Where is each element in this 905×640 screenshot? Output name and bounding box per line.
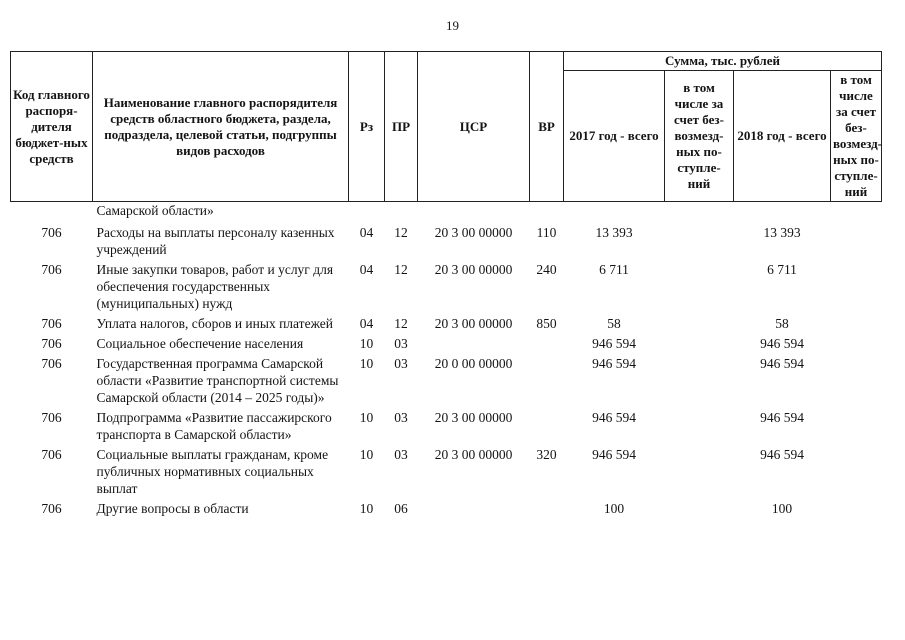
row-pr: 03	[394, 356, 408, 371]
row-sum-2018: 6 711	[767, 262, 797, 277]
table-row	[11, 314, 882, 334]
row-code: 706	[41, 501, 62, 516]
row-csr: 20 3 00 00000	[434, 447, 513, 462]
row-free-2017	[665, 223, 734, 260]
row-sum-2017: 100	[603, 501, 625, 516]
budget-table	[10, 51, 882, 519]
row-sum-2018: 946 594	[760, 356, 804, 371]
row-sum-2017: 58	[607, 316, 621, 331]
row-name: Социальные выплаты гражданам, кроме публичных нормативных социальных выплат	[96, 447, 329, 496]
row-name: Расходы на выплаты персоналу казенных учреждений	[96, 225, 335, 257]
row-free-2018	[831, 499, 882, 519]
header-pr: ПР	[385, 52, 418, 202]
row-vr: 850	[536, 316, 557, 331]
row-rz: 10	[359, 501, 374, 516]
row-pr: 03	[394, 410, 408, 425]
table-header	[11, 52, 882, 202]
row-rz: 10	[359, 447, 374, 462]
row-sum-2017: 13 393	[595, 225, 633, 240]
row-rz: 04	[359, 316, 374, 331]
row-sum-2017: 946 594	[592, 356, 636, 371]
row-pr: 12	[394, 262, 408, 277]
row-pr: 06	[394, 501, 408, 516]
continuation-row	[11, 202, 882, 224]
table-row	[11, 445, 882, 499]
header-code: Код главного распоря-дителя бюджет-ных средств	[11, 52, 93, 202]
row-sum-2018: 100	[771, 501, 793, 516]
header-vr: ВР	[530, 52, 564, 202]
row-free-2018	[831, 223, 882, 260]
header-2018-total: 2018 год - всего	[734, 71, 831, 202]
row-sum-2018: 946 594	[760, 336, 804, 351]
header-sum-group: Сумма, тыс. рублей	[564, 52, 882, 71]
row-free-2017	[665, 334, 734, 354]
row-code: 706	[41, 447, 62, 462]
row-free-2018	[831, 314, 882, 334]
row-vr: 110	[536, 225, 557, 240]
table-row	[11, 408, 882, 445]
row-sum-2017: 946 594	[592, 410, 636, 425]
header-name: Наименование главного распорядителя средств областного бюджета, раздела, подраздела, целевой статьи, подгруппы видов расходов	[93, 52, 349, 202]
table-row	[11, 334, 882, 354]
row-free-2018	[831, 408, 882, 445]
row-name: Государственная программа Самарской области «Развитие транспортной системы Самарской области (2014 – 2025 годы)»	[96, 356, 339, 405]
row-code: 706	[41, 356, 62, 371]
row-vr: 320	[536, 447, 557, 462]
row-csr: 20 3 00 00000	[434, 262, 513, 277]
row-vr	[530, 499, 564, 519]
row-code: 706	[41, 336, 62, 351]
row-sum-2018: 13 393	[763, 225, 801, 240]
row-name: Уплата налогов, сборов и иных платежей	[96, 316, 333, 331]
row-free-2017	[665, 408, 734, 445]
row-pr: 03	[394, 336, 408, 351]
table-row	[11, 354, 882, 408]
row-code: 706	[41, 262, 62, 277]
row-sum-2018: 946 594	[760, 410, 804, 425]
row-free-2018	[831, 260, 882, 314]
row-sum-2018: 58	[775, 316, 789, 331]
row-free-2018	[831, 354, 882, 408]
row-vr	[530, 408, 564, 445]
row-rz: 04	[359, 262, 374, 277]
row-code: 706	[41, 316, 62, 331]
row-csr: 20 3 00 00000	[434, 225, 513, 240]
row-pr: 12	[394, 225, 408, 240]
continuation-text: Самарской области»	[96, 203, 214, 218]
row-free-2018	[831, 334, 882, 354]
row-code: 706	[41, 225, 62, 240]
row-rz: 04	[359, 225, 374, 240]
row-pr: 12	[394, 316, 408, 331]
row-name: Социальное обеспечение населения	[96, 336, 304, 351]
row-free-2017	[665, 499, 734, 519]
row-free-2017	[665, 445, 734, 499]
row-free-2017	[665, 314, 734, 334]
header-rz: Рз	[349, 52, 385, 202]
row-free-2017	[665, 260, 734, 314]
row-sum-2018: 946 594	[760, 447, 804, 462]
row-name: Подпрограмма «Развитие пассажирского транспорта в Самарской области»	[96, 410, 332, 442]
row-sum-2017: 6 711	[599, 262, 629, 277]
row-vr	[530, 334, 564, 354]
row-sum-2017: 946 594	[592, 336, 636, 351]
row-free-2018	[831, 445, 882, 499]
row-free-2017	[665, 354, 734, 408]
row-name: Иные закупки товаров, работ и услуг для обеспечения государственных (муниципальных) нужд	[96, 262, 334, 311]
row-rz: 10	[359, 336, 374, 351]
header-2017-free: в том числе за счет без-возмезд-ных по-ступле-ний	[665, 71, 734, 202]
row-csr	[418, 334, 530, 354]
header-2017-total: 2017 год - всего	[564, 71, 665, 202]
row-code: 706	[41, 410, 62, 425]
row-vr: 240	[536, 262, 557, 277]
row-sum-2017: 946 594	[592, 447, 636, 462]
row-vr	[530, 354, 564, 408]
table-row	[11, 499, 882, 519]
header-csr: ЦСР	[418, 52, 530, 202]
row-name: Другие вопросы в области	[96, 501, 249, 516]
table-row	[11, 223, 882, 260]
table-body	[11, 202, 882, 520]
row-csr: 20 0 00 00000	[434, 356, 513, 371]
row-rz: 10	[359, 356, 374, 371]
page-number: 19	[446, 18, 459, 33]
row-csr: 20 3 00 00000	[434, 410, 513, 425]
header-2018-free: в том числе за счет без-возмезд-ных по-ступле-ний	[831, 71, 882, 202]
row-rz: 10	[359, 410, 374, 425]
table-row	[11, 260, 882, 314]
row-csr	[418, 499, 530, 519]
row-csr: 20 3 00 00000	[434, 316, 513, 331]
row-pr: 03	[394, 447, 408, 462]
